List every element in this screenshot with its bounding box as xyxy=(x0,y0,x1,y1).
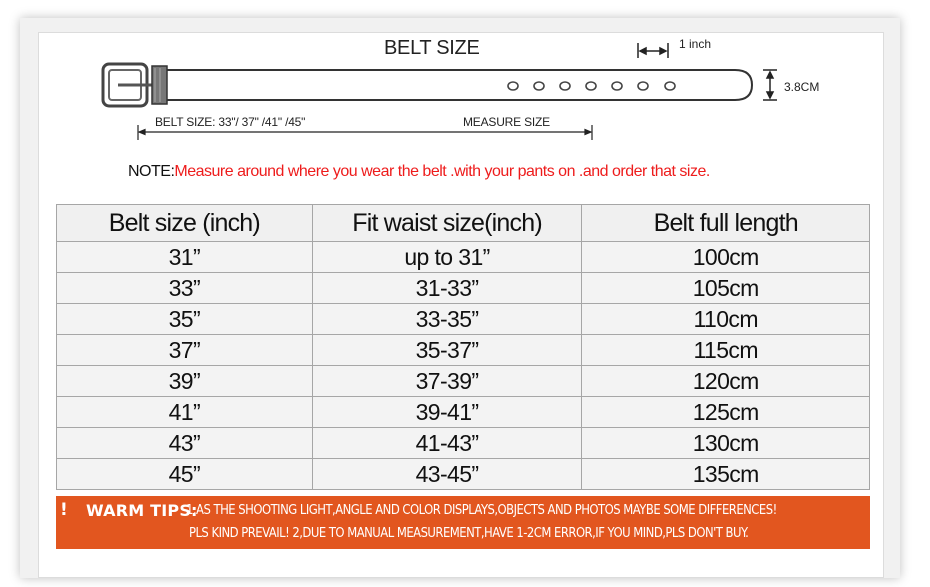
cell-belt-size: 41” xyxy=(57,397,313,428)
table-row xyxy=(57,459,870,490)
warning-icon: ! xyxy=(60,500,68,520)
hole-spacing-label: 1 inch xyxy=(679,37,712,51)
header-fit-waist: Fit waist size(inch) xyxy=(312,205,582,242)
cell-waist-size: 31-33” xyxy=(312,273,582,304)
width-arrow xyxy=(763,70,777,100)
cell-waist-size: 37-39” xyxy=(312,366,582,397)
measure-size-label: MEASURE SIZE xyxy=(463,115,550,129)
cell-full-length: 110cm xyxy=(582,304,870,335)
warm-tips-line-2: PLS KIND PREVAIL! 2,DUE TO MANUAL MEASUREMENT,HAVE 1-2CM ERROR,IF YOU MIND,PLS DON'T BUY. xyxy=(189,525,749,541)
cell-belt-size: 43” xyxy=(57,428,313,459)
note-prefix: NOTE: xyxy=(128,163,175,180)
belt-strap xyxy=(160,70,752,100)
cell-waist-size: 41-43” xyxy=(312,428,582,459)
cell-full-length: 135cm xyxy=(582,459,870,490)
warm-tips-banner xyxy=(56,496,870,549)
cell-waist-size: up to 31” xyxy=(312,242,582,273)
measurement-note xyxy=(128,163,710,181)
size-chart-table xyxy=(56,204,870,490)
belt-size-title: BELT SIZE xyxy=(384,37,480,59)
cell-full-length: 115cm xyxy=(582,335,870,366)
table-row xyxy=(57,366,870,397)
cell-waist-size: 35-37” xyxy=(312,335,582,366)
table-row xyxy=(57,397,870,428)
note-text: Measure around where you wear the belt .with your pants on .and order that size. xyxy=(174,163,710,180)
cell-waist-size: 33-35” xyxy=(312,304,582,335)
cell-full-length: 105cm xyxy=(582,273,870,304)
cell-full-length: 130cm xyxy=(582,428,870,459)
table-header-row xyxy=(57,205,870,242)
belt-width-label: 3.8CM xyxy=(784,80,820,94)
header-belt-size: Belt size (inch) xyxy=(57,205,313,242)
warm-tips-line-1: 1,AS THE SHOOTING LIGHT,ANGLE AND COLOR DISPLAYS,OBJECTS AND PHOTOS MAYBE SOME DIFFERENCES! xyxy=(186,502,777,518)
header-full-length: Belt full length xyxy=(582,205,870,242)
table-row xyxy=(57,335,870,366)
table-row xyxy=(57,428,870,459)
warm-tips-heading: WARM TIPS: xyxy=(86,501,198,520)
table-row xyxy=(57,273,870,304)
cell-belt-size: 31” xyxy=(57,242,313,273)
cell-waist-size: 39-41” xyxy=(312,397,582,428)
belt-size-range-label: BELT SIZE: 33"/ 37" /41" /45" xyxy=(155,115,306,129)
cell-belt-size: 39” xyxy=(57,366,313,397)
table-row xyxy=(57,242,870,273)
cell-full-length: 100cm xyxy=(582,242,870,273)
hole-spacing-arrow xyxy=(638,43,668,58)
cell-full-length: 125cm xyxy=(582,397,870,428)
cell-waist-size: 43-45” xyxy=(312,459,582,490)
cell-belt-size: 33” xyxy=(57,273,313,304)
cell-belt-size: 37” xyxy=(57,335,313,366)
cell-belt-size: 45” xyxy=(57,459,313,490)
cell-full-length: 120cm xyxy=(582,366,870,397)
cell-belt-size: 35” xyxy=(57,304,313,335)
table-row xyxy=(57,304,870,335)
